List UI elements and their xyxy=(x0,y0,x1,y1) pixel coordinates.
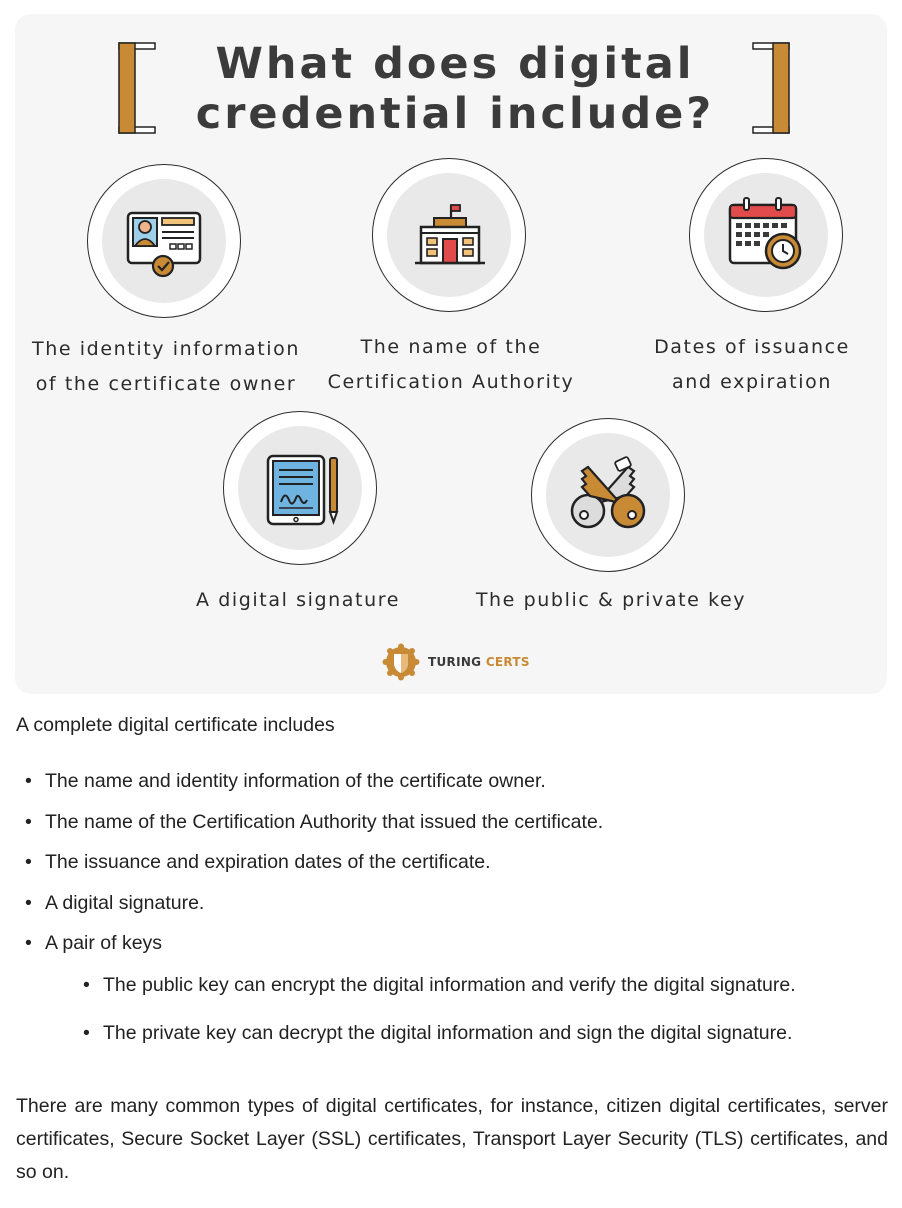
caption-digital-signature: A digital signature xyxy=(195,589,401,611)
includes-list xyxy=(16,764,603,967)
infographic-title-line2: credential include? xyxy=(195,89,715,139)
calendar-clock-icon xyxy=(689,158,843,312)
list-item: • A digital signature. xyxy=(16,886,603,927)
list-item: • The private key can decrypt the digital information and sign the digital signature. xyxy=(74,1016,796,1064)
building-icon xyxy=(372,158,526,312)
outro-paragraph: There are many common types of digital certificates, for instance, citizen digital certificates, server certificates, Secure Socket Layer (SSL) certificates, Transport Layer Security (TLS) certificates, and so on. xyxy=(16,1095,888,1183)
infographic-title-line1: What does digital xyxy=(215,39,695,89)
tablet-signature-icon xyxy=(223,411,377,565)
list-item: • The name and identity information of the certificate owner. xyxy=(16,764,603,805)
brand-name-certs: CERTS xyxy=(485,655,530,669)
caption-certification-authority: The name of the Certification Authority xyxy=(327,336,575,393)
caption-dates: Dates of issuance and expiration xyxy=(654,336,850,393)
list-item: • A pair of keys xyxy=(16,926,603,967)
id-card-icon xyxy=(87,164,241,318)
turing-certs-logo xyxy=(382,644,530,680)
list-item: • The issuance and expiration dates of the certificate. xyxy=(16,845,603,886)
list-item: • The name of the Certification Authority that issued the certificate. xyxy=(16,805,603,846)
left-bracket-decoration xyxy=(118,42,156,134)
keys-icon xyxy=(531,418,685,572)
caption-keys: The public & private key xyxy=(475,589,747,611)
list-item: • The public key can encrypt the digital information and verify the digital signature. xyxy=(74,968,796,1016)
right-bracket-decoration xyxy=(752,42,790,134)
intro-paragraph: A complete digital certificate includes xyxy=(16,714,335,736)
key-pair-sublist xyxy=(74,968,796,1064)
brand-name-turing: TURING xyxy=(428,655,482,669)
caption-identity: The identity information of the certificate owner xyxy=(32,338,300,395)
shield-logo-icon xyxy=(382,643,420,681)
